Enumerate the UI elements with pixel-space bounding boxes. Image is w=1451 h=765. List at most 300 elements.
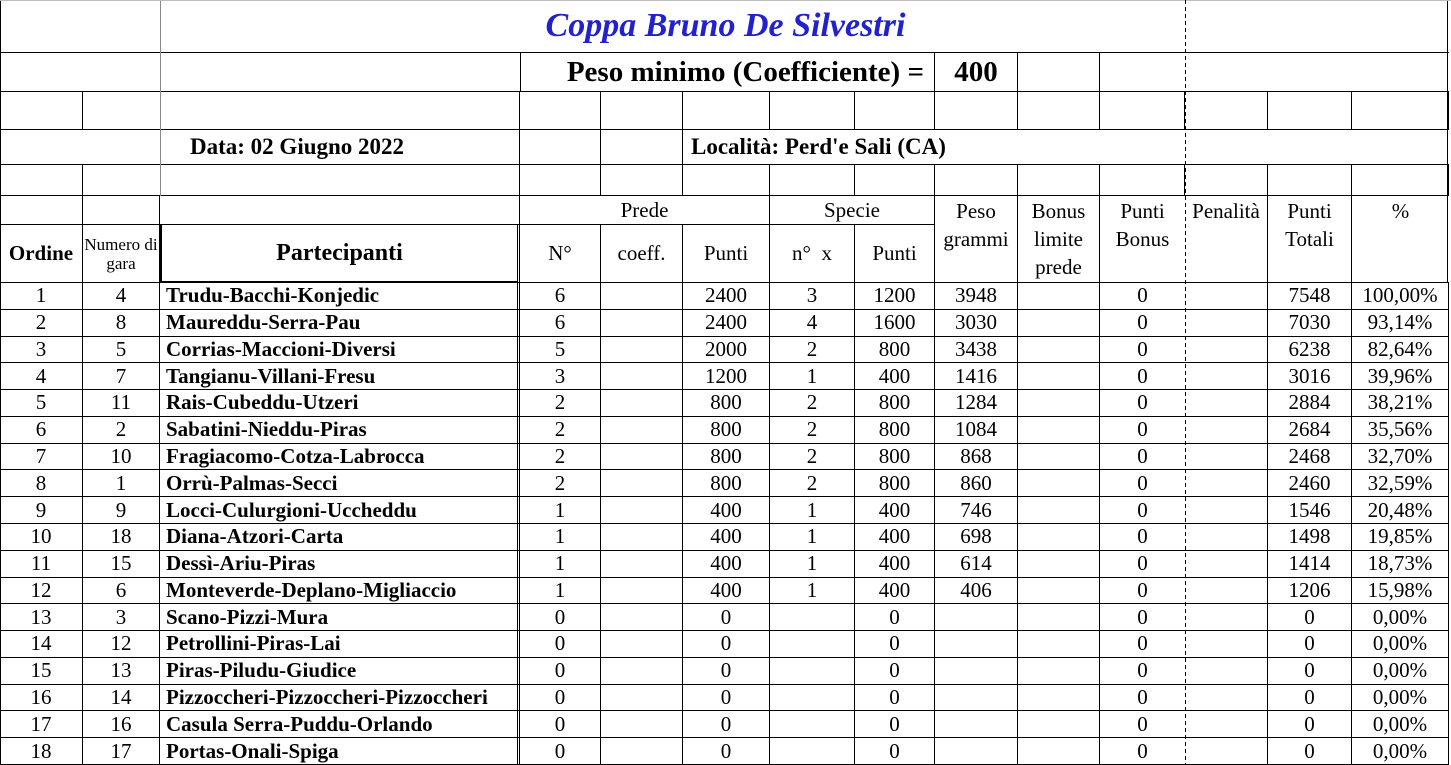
cell-peso_grammi[interactable] [935,711,1018,737]
cell-peso_grammi[interactable]: 860 [935,470,1018,496]
cell-gara[interactable]: 1 [83,470,160,496]
cell-prede_coeff[interactable] [601,390,683,416]
empty-cell[interactable] [83,92,160,129]
cell-specie_punti[interactable]: 0 [855,711,935,737]
cell-specie_nx[interactable] [770,685,855,711]
cell-prede_n[interactable]: 2 [520,390,601,416]
empty-cell[interactable] [160,165,520,195]
cell-prede_coeff[interactable] [601,685,683,711]
cell-specie_nx[interactable]: 1 [770,578,855,604]
cell-punti_bonus[interactable]: 0 [1137,417,1148,442]
cell-punti_bonus[interactable]: 0 [1137,551,1148,576]
cell-specie_punti[interactable]: 800 [855,470,935,496]
empty-cell[interactable] [160,196,520,225]
cell-specie_punti[interactable]: 0 [855,631,935,657]
cell-ordine[interactable]: 17 [0,711,83,737]
empty-cell[interactable] [520,165,601,195]
cell-bonus_limite[interactable] [1018,658,1100,684]
cell-peso_grammi[interactable] [935,631,1018,657]
cell-gara[interactable]: 14 [83,685,160,711]
header-punti-bonus[interactable]: Punti Bonus [1100,196,1185,283]
cell-ordine[interactable]: 12 [0,578,83,604]
cell-gara[interactable]: 17 [83,738,160,764]
cell-bonus_limite[interactable] [1018,337,1100,363]
header-ordine[interactable]: Ordine [0,225,83,283]
coefficient-value[interactable]: 400 [935,53,1018,91]
cell-ordine[interactable]: 16 [0,685,83,711]
cell-partecipanti[interactable]: Monteverde-Deplano-Migliaccio [160,578,520,604]
cell-prede_coeff[interactable] [601,417,683,443]
cell-punti_bonus[interactable]: 0 [1137,336,1148,361]
empty-cell[interactable] [935,92,1018,129]
cell-ordine[interactable]: 1 [0,283,83,309]
cell-prede_coeff[interactable] [601,658,683,684]
cell-percento[interactable]: 0,00% [1352,658,1449,684]
cell-punti_totali[interactable]: 2884 [1268,390,1352,416]
cell-punti_bonus[interactable]: 0 [1137,390,1148,415]
cell-partecipanti[interactable]: Orrù-Palmas-Secci [160,470,520,496]
cell-partecipanti[interactable]: Tangianu-Villani-Fresu [160,363,520,389]
cell-specie_nx[interactable]: 2 [770,470,855,496]
header-peso-grammi[interactable]: Peso grammi [935,196,1018,283]
empty-cell[interactable] [1018,165,1100,195]
empty-cell[interactable] [0,0,160,52]
cell-punti_bonus[interactable]: 0 [1137,577,1148,602]
cell-specie_punti[interactable]: 800 [855,444,935,470]
cell-prede_n[interactable]: 2 [520,417,601,443]
cell-prede_n[interactable]: 5 [520,337,601,363]
cell-gara[interactable]: 7 [83,363,160,389]
cell-penalita[interactable] [1185,578,1268,604]
cell-partecipanti[interactable]: Locci-Culurgioni-Uccheddu [160,497,520,523]
cell-specie_nx[interactable]: 2 [770,337,855,363]
cell-punti_totali[interactable]: 0 [1268,604,1352,630]
header-percento[interactable]: % [1352,196,1449,283]
cell-percento[interactable]: 100,00% [1352,283,1449,309]
cell-punti_bonus[interactable]: 0 [1137,604,1148,629]
cell-prede_n[interactable]: 1 [520,551,601,577]
cell-specie_nx[interactable] [770,738,855,764]
cell-prede_coeff[interactable] [601,310,683,336]
cell-gara[interactable]: 11 [83,390,160,416]
cell-gara[interactable]: 2 [83,417,160,443]
cell-prede_n[interactable]: 0 [520,738,601,764]
cell-percento[interactable]: 0,00% [1352,685,1449,711]
empty-cell[interactable] [1018,53,1100,91]
cell-prede_n[interactable]: 6 [520,283,601,309]
cell-ordine[interactable]: 7 [0,444,83,470]
empty-cell[interactable] [1352,165,1449,195]
empty-cell[interactable] [601,130,683,164]
cell-specie_punti[interactable]: 0 [855,685,935,711]
cell-bonus_limite[interactable] [1018,604,1100,630]
cell-prede_coeff[interactable] [601,497,683,523]
cell-peso_grammi[interactable]: 698 [935,524,1018,550]
cell-punti_totali[interactable]: 2684 [1268,417,1352,443]
cell-percento[interactable]: 35,56% [1352,417,1449,443]
cell-prede_n[interactable]: 1 [520,497,601,523]
cell-ordine[interactable]: 11 [0,551,83,577]
cell-partecipanti[interactable]: Trudu-Bacchi-Konjedic [160,283,520,309]
cell-partecipanti[interactable]: Dessì-Ariu-Piras [160,551,520,577]
cell-percento[interactable]: 39,96% [1352,363,1449,389]
cell-partecipanti[interactable]: Corrias-Maccioni-Diversi [160,337,520,363]
cell-punti_bonus[interactable]: 0 [1137,711,1148,736]
cell-punti_totali[interactable]: 3016 [1268,363,1352,389]
empty-cell[interactable] [683,165,770,195]
cell-ordine[interactable]: 5 [0,390,83,416]
cell-prede_punti[interactable]: 0 [683,604,770,630]
cell-punti_totali[interactable]: 2460 [1268,470,1352,496]
empty-cell[interactable] [1268,92,1352,129]
cell-ordine[interactable]: 13 [0,604,83,630]
empty-cell[interactable] [770,165,855,195]
cell-gara[interactable]: 5 [83,337,160,363]
cell-bonus_limite[interactable] [1018,444,1100,470]
cell-peso_grammi[interactable]: 1084 [935,417,1018,443]
cell-bonus_limite[interactable] [1018,363,1100,389]
cell-peso_grammi[interactable]: 1416 [935,363,1018,389]
cell-penalita[interactable] [1185,390,1268,416]
header-partecipanti[interactable]: Partecipanti [160,225,520,283]
cell-punti_totali[interactable]: 0 [1268,631,1352,657]
cell-punti_totali[interactable]: 2468 [1268,444,1352,470]
cell-punti_bonus[interactable]: 0 [1137,363,1148,388]
cell-peso_grammi[interactable] [935,658,1018,684]
cell-punti_totali[interactable]: 7030 [1268,310,1352,336]
cell-ordine[interactable]: 3 [0,337,83,363]
cell-peso_grammi[interactable] [935,685,1018,711]
cell-bonus_limite[interactable] [1018,283,1100,309]
cell-percento[interactable]: 18,73% [1352,551,1449,577]
cell-penalita[interactable] [1185,658,1268,684]
cell-gara[interactable]: 3 [83,604,160,630]
cell-percento[interactable]: 38,21% [1352,390,1449,416]
cell-specie_punti[interactable]: 800 [855,337,935,363]
cell-peso_grammi[interactable] [935,604,1018,630]
cell-penalita[interactable] [1185,417,1268,443]
empty-cell[interactable] [520,130,601,164]
cell-bonus_limite[interactable] [1018,390,1100,416]
header-bonus-limite-prede[interactable]: Bonus limite prede [1018,196,1100,283]
header-specie-punti[interactable]: Punti [855,225,935,283]
cell-penalita[interactable] [1185,337,1268,363]
empty-cell[interactable] [0,165,83,195]
cell-prede_n[interactable]: 1 [520,524,601,550]
cell-punti_bonus[interactable]: 0 [1137,497,1148,522]
header-numero-di-gara[interactable]: Numero di gara [83,225,160,283]
coefficient-label[interactable]: Peso minimo (Coefficiente) = [520,53,935,91]
cell-bonus_limite[interactable] [1018,524,1100,550]
cell-prede_n[interactable]: 0 [520,711,601,737]
cell-specie_punti[interactable]: 800 [855,390,935,416]
cell-percento[interactable]: 0,00% [1352,711,1449,737]
cell-ordine[interactable]: 8 [0,470,83,496]
empty-cell[interactable] [1018,92,1100,129]
cell-partecipanti[interactable]: Pizzoccheri-Pizzoccheri-Pizzoccheri [160,685,520,711]
cell-ordine[interactable]: 6 [0,417,83,443]
header-prede-coeff[interactable]: coeff. [601,225,683,283]
cell-prede_punti[interactable]: 400 [683,524,770,550]
empty-cell[interactable] [1352,92,1449,129]
cell-specie_nx[interactable]: 1 [770,551,855,577]
cell-punti_totali[interactable]: 1498 [1268,524,1352,550]
cell-prede_punti[interactable]: 400 [683,551,770,577]
cell-prede_punti[interactable]: 800 [683,470,770,496]
cell-partecipanti[interactable]: Casula Serra-Puddu-Orlando [160,711,520,737]
cell-bonus_limite[interactable] [1018,417,1100,443]
cell-prede_punti[interactable]: 2000 [683,337,770,363]
cell-ordine[interactable]: 14 [0,631,83,657]
cell-partecipanti[interactable]: Sabatini-Nieddu-Piras [160,417,520,443]
cell-ordine[interactable]: 4 [0,363,83,389]
cell-specie_nx[interactable] [770,711,855,737]
cell-specie_nx[interactable]: 3 [770,283,855,309]
cell-punti_bonus[interactable]: 0 [1137,524,1148,549]
cell-percento[interactable]: 0,00% [1352,738,1449,764]
cell-prede_n[interactable]: 0 [520,604,601,630]
cell-peso_grammi[interactable]: 746 [935,497,1018,523]
empty-cell[interactable] [683,92,770,129]
empty-cell[interactable] [855,165,935,195]
cell-ordine[interactable]: 10 [0,524,83,550]
cell-specie_punti[interactable]: 0 [855,658,935,684]
cell-ordine[interactable]: 2 [0,310,83,336]
cell-prede_coeff[interactable] [601,604,683,630]
location-cell[interactable]: Località: Perd'e Sali (CA) [691,134,946,159]
cell-percento[interactable]: 15,98% [1352,578,1449,604]
cell-prede_coeff[interactable] [601,551,683,577]
empty-cell[interactable] [83,165,160,195]
cell-punti_totali[interactable]: 0 [1268,658,1352,684]
cell-percento[interactable]: 0,00% [1352,604,1449,630]
header-specie-group[interactable]: Specie [770,196,935,225]
cell-gara[interactable]: 18 [83,524,160,550]
cell-punti_bonus[interactable]: 0 [1137,738,1148,763]
empty-cell[interactable] [0,196,83,225]
cell-bonus_limite[interactable] [1018,470,1100,496]
cell-prede_n[interactable]: 0 [520,658,601,684]
cell-specie_nx[interactable]: 2 [770,390,855,416]
cell-penalita[interactable] [1185,283,1268,309]
empty-cell[interactable] [1185,165,1268,195]
cell-percento[interactable]: 19,85% [1352,524,1449,550]
header-punti-totali[interactable]: Punti Totali [1268,196,1352,283]
cell-peso_grammi[interactable]: 3948 [935,283,1018,309]
cell-specie_nx[interactable]: 1 [770,524,855,550]
header-prede-group[interactable]: Prede [520,196,770,225]
cell-specie_punti[interactable]: 0 [855,738,935,764]
cell-punti_bonus[interactable]: 0 [1137,685,1148,710]
cell-prede_punti[interactable]: 1200 [683,363,770,389]
empty-cell[interactable] [601,92,683,129]
cell-prede_punti[interactable]: 800 [683,444,770,470]
cell-punti_totali[interactable]: 1206 [1268,578,1352,604]
cell-specie_nx[interactable]: 2 [770,417,855,443]
cell-specie_nx[interactable]: 1 [770,363,855,389]
cell-specie_punti[interactable]: 1200 [855,283,935,309]
cell-gara[interactable]: 9 [83,497,160,523]
empty-cell[interactable] [770,92,855,129]
cell-partecipanti[interactable]: Rais-Cubeddu-Utzeri [160,390,520,416]
cell-penalita[interactable] [1185,604,1268,630]
cell-bonus_limite[interactable] [1018,551,1100,577]
cell-bonus_limite[interactable] [1018,497,1100,523]
cell-specie_punti[interactable]: 400 [855,363,935,389]
cell-prede_punti[interactable]: 2400 [683,283,770,309]
cell-prede_coeff[interactable] [601,337,683,363]
cell-percento[interactable]: 32,59% [1352,470,1449,496]
cell-bonus_limite[interactable] [1018,631,1100,657]
page-title[interactable]: Coppa Bruno De Silvestri [545,7,906,44]
cell-prede_coeff[interactable] [601,283,683,309]
cell-ordine[interactable]: 18 [0,738,83,764]
cell-penalita[interactable] [1185,685,1268,711]
empty-cell[interactable] [935,165,1018,195]
cell-partecipanti[interactable]: Petrollini-Piras-Lai [160,631,520,657]
cell-penalita[interactable] [1185,363,1268,389]
cell-prede_punti[interactable]: 0 [683,685,770,711]
cell-partecipanti[interactable]: Maureddu-Serra-Pau [160,310,520,336]
empty-cell[interactable] [855,92,935,129]
empty-cell[interactable] [1100,53,1185,91]
header-specie-nx[interactable]: n° x [770,225,855,283]
cell-prede_punti[interactable]: 0 [683,658,770,684]
cell-specie_punti[interactable]: 400 [855,524,935,550]
cell-gara[interactable]: 4 [83,283,160,309]
cell-bonus_limite[interactable] [1018,685,1100,711]
empty-cell[interactable] [1268,165,1352,195]
cell-peso_grammi[interactable]: 868 [935,444,1018,470]
cell-specie_nx[interactable]: 2 [770,444,855,470]
cell-prede_n[interactable]: 0 [520,685,601,711]
empty-cell[interactable] [1100,165,1185,195]
header-prede-punti[interactable]: Punti [683,225,770,283]
empty-cell[interactable] [1100,92,1185,129]
cell-gara[interactable]: 8 [83,310,160,336]
cell-gara[interactable]: 16 [83,711,160,737]
cell-gara[interactable]: 12 [83,631,160,657]
cell-prede_punti[interactable]: 800 [683,390,770,416]
cell-penalita[interactable] [1185,470,1268,496]
cell-partecipanti[interactable]: Fragiacomo-Cotza-Labrocca [160,444,520,470]
empty-cell[interactable] [520,92,601,129]
cell-punti_totali[interactable]: 7548 [1268,283,1352,309]
cell-percento[interactable]: 32,70% [1352,444,1449,470]
cell-prede_coeff[interactable] [601,524,683,550]
cell-prede_punti[interactable]: 2400 [683,310,770,336]
cell-partecipanti[interactable]: Scano-Pizzi-Mura [160,604,520,630]
cell-percento[interactable]: 0,00% [1352,631,1449,657]
empty-cell[interactable] [0,92,83,129]
cell-penalita[interactable] [1185,738,1268,764]
cell-specie_nx[interactable] [770,631,855,657]
header-penalita[interactable]: Penalità [1185,196,1268,283]
cell-prede_punti[interactable]: 400 [683,578,770,604]
cell-ordine[interactable]: 9 [0,497,83,523]
cell-peso_grammi[interactable]: 3030 [935,310,1018,336]
cell-penalita[interactable] [1185,310,1268,336]
cell-prede_coeff[interactable] [601,470,683,496]
cell-punti_bonus[interactable]: 0 [1137,470,1148,495]
cell-prede_n[interactable]: 2 [520,470,601,496]
cell-prede_coeff[interactable] [601,363,683,389]
cell-punti_totali[interactable]: 0 [1268,738,1352,764]
cell-ordine[interactable]: 15 [0,658,83,684]
cell-prede_punti[interactable]: 400 [683,497,770,523]
cell-partecipanti[interactable]: Portas-Onali-Spiga [160,738,520,764]
header-prede-n[interactable]: N° [520,225,601,283]
cell-prede_n[interactable]: 6 [520,310,601,336]
cell-bonus_limite[interactable] [1018,578,1100,604]
empty-cell[interactable] [601,165,683,195]
cell-prede_punti[interactable]: 800 [683,417,770,443]
cell-prede_coeff[interactable] [601,444,683,470]
cell-penalita[interactable] [1185,551,1268,577]
cell-prede_coeff[interactable] [601,631,683,657]
cell-percento[interactable]: 93,14% [1352,310,1449,336]
cell-specie_punti[interactable]: 400 [855,497,935,523]
cell-punti_totali[interactable]: 0 [1268,711,1352,737]
cell-specie_punti[interactable]: 400 [855,578,935,604]
cell-prede_coeff[interactable] [601,578,683,604]
cell-penalita[interactable] [1185,711,1268,737]
cell-punti_totali[interactable]: 1546 [1268,497,1352,523]
cell-gara[interactable]: 15 [83,551,160,577]
cell-bonus_limite[interactable] [1018,310,1100,336]
cell-peso_grammi[interactable]: 1284 [935,390,1018,416]
cell-punti_totali[interactable]: 1414 [1268,551,1352,577]
cell-penalita[interactable] [1185,497,1268,523]
cell-peso_grammi[interactable]: 3438 [935,337,1018,363]
cell-gara[interactable]: 6 [83,578,160,604]
cell-specie_nx[interactable]: 4 [770,310,855,336]
cell-punti_totali[interactable]: 0 [1268,685,1352,711]
cell-penalita[interactable] [1185,631,1268,657]
cell-specie_nx[interactable]: 1 [770,497,855,523]
cell-prede_punti[interactable]: 0 [683,738,770,764]
cell-peso_grammi[interactable] [935,738,1018,764]
cell-specie_punti[interactable]: 400 [855,551,935,577]
cell-prede_n[interactable]: 1 [520,578,601,604]
cell-prede_coeff[interactable] [601,711,683,737]
cell-penalita[interactable] [1185,444,1268,470]
cell-partecipanti[interactable]: Diana-Atzori-Carta [160,524,520,550]
cell-specie_nx[interactable] [770,658,855,684]
cell-gara[interactable]: 10 [83,444,160,470]
empty-cell[interactable] [1185,92,1268,129]
cell-punti_bonus[interactable]: 0 [1137,310,1148,335]
cell-prede_n[interactable]: 3 [520,363,601,389]
cell-specie_punti[interactable]: 0 [855,604,935,630]
cell-punti_bonus[interactable]: 0 [1137,631,1148,656]
cell-prede_n[interactable]: 0 [520,631,601,657]
cell-gara[interactable]: 13 [83,658,160,684]
cell-punti_totali[interactable]: 6238 [1268,337,1352,363]
cell-penalita[interactable] [1185,524,1268,550]
date-cell[interactable]: Data: 02 Giugno 2022 [160,130,520,164]
cell-punti_bonus[interactable]: 0 [1137,444,1148,469]
cell-percento[interactable]: 82,64% [1352,337,1449,363]
cell-bonus_limite[interactable] [1018,711,1100,737]
cell-specie_nx[interactable] [770,604,855,630]
cell-peso_grammi[interactable]: 406 [935,578,1018,604]
cell-prede_punti[interactable]: 0 [683,711,770,737]
empty-cell[interactable] [83,196,160,225]
cell-peso_grammi[interactable]: 614 [935,551,1018,577]
cell-specie_punti[interactable]: 800 [855,417,935,443]
empty-cell[interactable] [160,92,520,129]
